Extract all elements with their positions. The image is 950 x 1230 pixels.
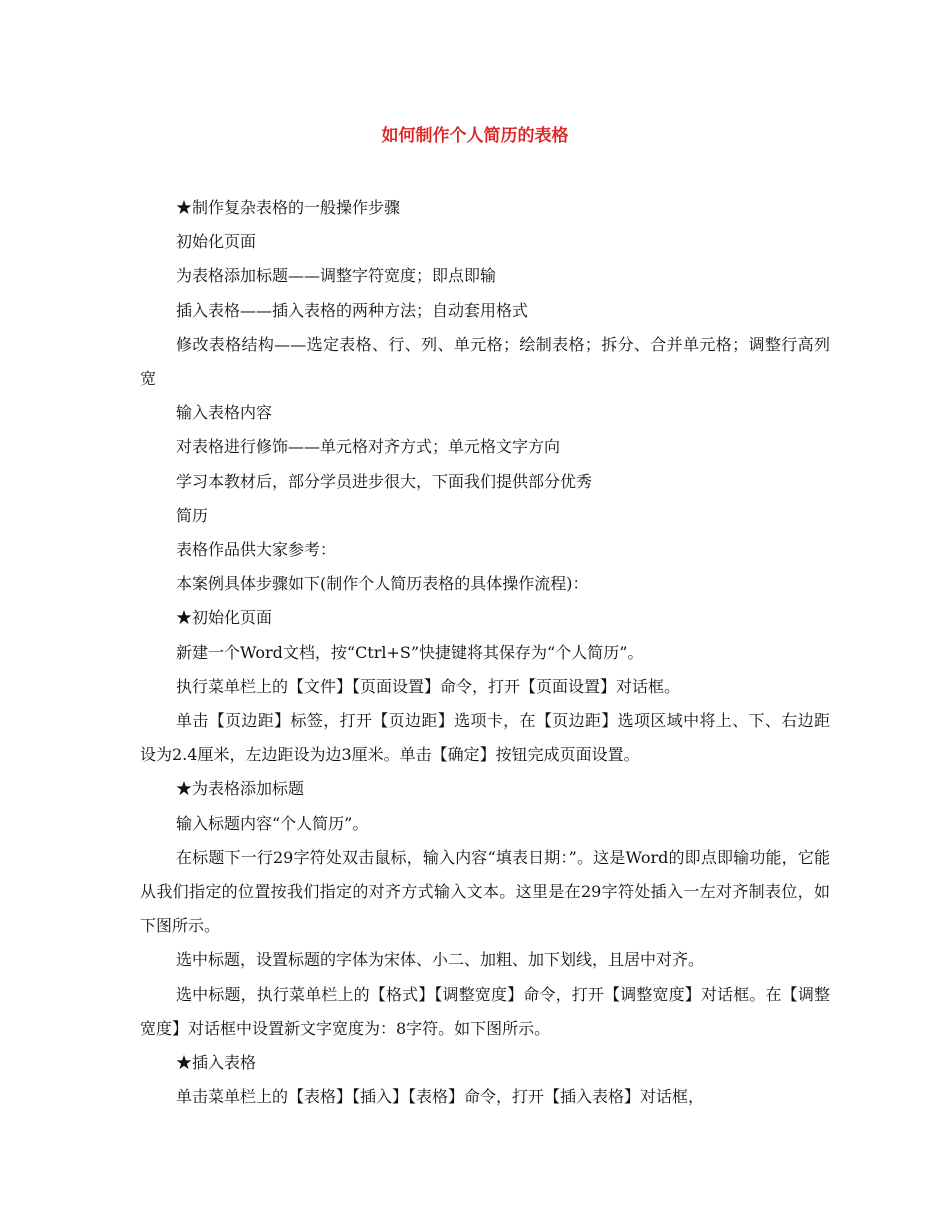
paragraph: 表格作品供大家参考： [176,540,337,560]
section-heading: ★插入表格 [176,1053,257,1073]
paragraph: 执行菜单栏上的【文件】【页面设置】命令，打开【页面设置】对话框。 [176,676,681,696]
paragraph: 修改表格结构——选定表格、行、列、单元格；绘制表格；拆分、合并单元格；调整行高列宽 [140,334,830,389]
paragraph: 单击【页边距】标签，打开【页边距】选项卡，在【页边距】选项区域中将上、下、右边距设为2.4厘米，左边距设为边3厘米。单击【确定】按钮完成页面设置。 [140,711,830,765]
paragraph: 学习本教材后，部分学员进步很大，下面我们提供部分优秀 [176,471,593,491]
paragraph: 选中标题，执行菜单栏上的【格式】【调整宽度】命令，打开【调整宽度】对话框。在【调整宽度】对话框中设置新文字宽度为：8字符。如下图所示。 [140,984,830,1038]
paragraph: 本案例具体步骤如下(制作个人简历表格的具体操作流程)： [176,574,589,594]
paragraph: 插入表格——插入表格的两种方法；自动套用格式 [176,300,529,320]
document-body [140,191,830,1114]
paragraph: 在标题下一行29字符处双击鼠标，输入内容“填表日期：”。这是Word的即点即输功能，它能从我们指定的位置按我们指定的对齐方式输入文本。这里是在29字符处插入一左对齐制表位，如下图所示。 [140,847,830,936]
paragraph: 初始化页面 [176,232,257,252]
document-title: 如何制作个人简历的表格 [381,126,569,146]
paragraph: 选中标题，设置标题的字体为宋体、小二、加粗、加下划线，且居中对齐。 [176,950,705,970]
paragraph: 输入标题内容“个人简历”。 [176,813,369,833]
paragraph: ★制作复杂表格的一般操作步骤 [176,198,401,217]
section-heading: ★初始化页面 [176,608,273,628]
paragraph: 输入表格内容 [176,403,273,423]
paragraph: 新建一个Word文档，按“Ctrl+S”快捷键将其保存为“个人简历”。 [176,642,644,662]
paragraph: 简历 [176,505,209,525]
paragraph: 对表格进行修饰——单元格对齐方式；单元格文字方向 [176,437,561,457]
paragraph: 单击菜单栏上的【表格】【插入】【表格】命令，打开【插入表格】对话框， [176,1087,705,1107]
section-heading: ★为表格添加标题 [176,779,305,799]
paragraph: 为表格添加标题——调整字符宽度；即点即输 [176,266,497,286]
